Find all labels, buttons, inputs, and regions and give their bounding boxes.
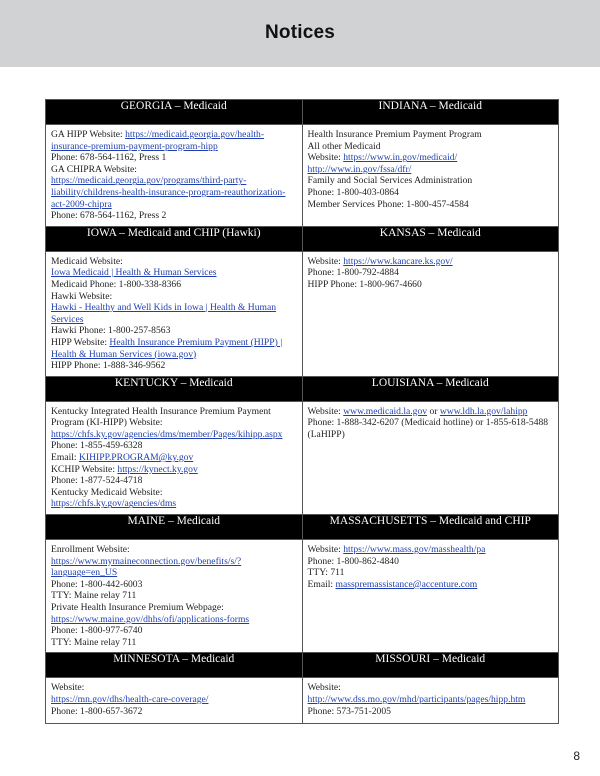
contact-text: Website: [307, 152, 344, 164]
contact-text: HIPP Website: [51, 336, 110, 348]
contact-line [308, 417, 554, 440]
contact-line [51, 614, 297, 626]
contact-link[interactable]: http://www.in.gov/fssa/dfr/ [307, 163, 412, 175]
contact-line [51, 556, 297, 579]
contact-line [51, 475, 297, 487]
contact-text: Family and Social Services Administration [307, 175, 473, 187]
state-header: INDIANA – Medicaid [302, 100, 559, 125]
contact-link[interactable]: https://medicaid.georgia.gov/programs/third-party-liability/childrens-health-insurance-program-reauthorization-act-2009-chipra [51, 175, 286, 210]
contact-line [51, 590, 297, 602]
contact-line [51, 440, 297, 452]
contact-line [51, 279, 297, 291]
contact-text: Email: [307, 578, 336, 590]
contact-link[interactable]: https://www.mass.gov/masshealth/pa [343, 544, 486, 556]
contact-line [51, 256, 297, 268]
contact-text: Phone: 1-800-657-3672 [51, 705, 143, 717]
state-contact-cell [302, 125, 559, 227]
contact-text: Kentucky Integrated Health Insurance Premium Payment Program (KI-HIPP) Website: [51, 405, 271, 429]
state-header-row [46, 226, 559, 251]
state-header-row [46, 515, 559, 540]
contact-text: Phone: 1-800-977-6740 [51, 625, 143, 637]
contact-line [51, 498, 297, 510]
contact-link[interactable]: Iowa Medicaid | Health & Human Services [51, 267, 217, 279]
state-contact-cell [46, 401, 303, 514]
page-number: 8 [573, 749, 580, 763]
contact-text: Private Health Insurance Premium Webpage: [51, 602, 224, 613]
contact-link[interactable]: Health Insurance Premium Payment (HIPP) | Health & Human Services (iowa.gov) [51, 336, 283, 360]
contact-line [51, 706, 297, 718]
contact-text: KCHIP Website: [51, 463, 118, 475]
state-contact-cell [46, 540, 303, 653]
contact-text: Kentucky Medicaid Website: [51, 486, 163, 498]
contact-line [51, 129, 297, 152]
contact-line [308, 579, 554, 591]
contact-line [308, 556, 554, 568]
contact-line [308, 406, 554, 418]
contact-text: Website: [307, 682, 341, 694]
state-contacts-table [45, 99, 559, 724]
state-header-row [46, 653, 559, 678]
contact-line [51, 694, 297, 706]
contact-text: Medicaid Website: [51, 255, 123, 267]
contact-line [51, 487, 297, 499]
contact-text: TTY: 711 [307, 567, 345, 579]
contact-text: GA HIPP Website: [51, 129, 126, 140]
contact-line [51, 325, 297, 337]
contact-line [308, 129, 554, 141]
contact-line [308, 694, 554, 706]
contact-text: Hawki Phone: 1-800-257-8563 [51, 325, 171, 337]
state-body-row [46, 401, 559, 514]
contact-link[interactable]: https://medicaid.georgia.gov/health-insurance-premium-payment-program-hipp [51, 129, 265, 152]
contact-link[interactable]: masspremassistance@accenture.com [335, 578, 478, 590]
contact-line [51, 579, 297, 591]
contact-text: TTY: Maine relay 711 [51, 636, 137, 648]
contact-line [51, 175, 297, 210]
state-header: MASSACHUSETTS – Medicaid and CHIP [302, 515, 559, 540]
state-body-row [46, 251, 559, 376]
contact-text: Website: [51, 682, 85, 694]
contact-text: Phone: 1-800-442-6003 [51, 578, 143, 590]
contact-line [308, 682, 554, 694]
contact-text: Website: [307, 405, 344, 417]
contact-text: Member Services Phone: 1-800-457-4584 [307, 198, 469, 210]
contact-text: Phone: 678-564-1162, Press 1 [51, 152, 167, 164]
contact-text: Email: [51, 452, 79, 464]
contact-text: Phone: 1-800-862-4840 [307, 555, 399, 567]
state-header: MISSOURI – Medicaid [302, 653, 559, 678]
contact-line [51, 337, 297, 360]
contact-line [51, 406, 297, 429]
state-header: MINNESOTA – Medicaid [46, 653, 303, 678]
state-header: LOUISIANA – Medicaid [302, 376, 559, 401]
contact-link[interactable]: www.ldh.la.gov/lahipp [439, 405, 528, 417]
contact-line [308, 567, 554, 579]
state-body-row [46, 678, 559, 724]
contact-line [51, 682, 297, 694]
contact-line [308, 199, 554, 211]
contact-line [308, 152, 554, 164]
contact-link[interactable]: https://www.kancare.ks.gov/ [343, 255, 453, 267]
contact-text: Phone: 1-888-342-6207 (Medicaid hotline) or 1-855-618-5488 (LaHIPP) [307, 417, 549, 440]
contact-text: Phone: 1-855-459-6328 [51, 440, 143, 452]
state-contact-cell [46, 125, 303, 227]
contact-text: TTY: Maine relay 711 [51, 590, 137, 602]
contact-link[interactable]: https://kynect.ky.gov [117, 463, 198, 475]
contact-link[interactable]: https://chfs.ky.gov/agencies/dms [51, 498, 177, 510]
contact-line [51, 464, 297, 476]
contact-text: Phone: 678-564-1162, Press 2 [51, 210, 167, 222]
contact-text: Website: [307, 544, 344, 556]
contact-line [308, 175, 554, 187]
state-contact-cell [302, 401, 559, 514]
contact-text: HIPP Phone: 1-888-346-9562 [51, 360, 166, 372]
state-header: MAINE – Medicaid [46, 515, 303, 540]
contact-line [51, 164, 297, 176]
contact-text: Website: [307, 255, 344, 267]
contact-link[interactable]: https://mn.gov/dhs/health-care-coverage/ [51, 693, 209, 705]
state-header: KENTUCKY – Medicaid [46, 376, 303, 401]
state-contact-cell [46, 251, 303, 376]
contact-line [51, 360, 297, 372]
contact-link[interactable]: https://www.mymaineconnection.gov/benefits/s/?language=en_US [51, 555, 242, 579]
contact-line [308, 267, 554, 279]
contact-line [308, 256, 554, 268]
contact-link[interactable]: www.medicaid.la.gov [343, 405, 428, 417]
state-header: GEORGIA – Medicaid [46, 100, 303, 125]
contact-text: GA CHIPRA Website: [51, 163, 137, 175]
contact-line [51, 302, 297, 325]
contact-link[interactable]: Hawki - Healthy and Well Kids in Iowa | Health & Human Services [51, 302, 277, 325]
contact-line [51, 267, 297, 279]
contact-link[interactable]: KIHIPP.PROGRAM@ky.gov [78, 452, 194, 464]
contact-line [308, 544, 554, 556]
contact-text: Health Insurance Premium Payment Program [307, 129, 482, 140]
contact-link[interactable]: http://www.dss.mo.gov/mhd/participants/pages/hipp.htm [307, 693, 526, 705]
contact-text: Phone: 1-800-792-4884 [307, 267, 399, 279]
contact-link[interactable]: https://chfs.ky.gov/agencies/dms/member/Pages/kihipp.aspx [51, 428, 283, 440]
contact-line [308, 164, 554, 176]
state-header-row [46, 100, 559, 125]
contact-line [51, 452, 297, 464]
state-contact-cell [302, 678, 559, 724]
contact-line [51, 637, 297, 649]
contact-line [51, 152, 297, 164]
contact-link[interactable]: https://www.maine.gov/dhhs/ofi/applications-forms [51, 613, 250, 625]
contact-link[interactable]: https://www.in.gov/medicaid/ [343, 152, 458, 164]
contact-text: Phone: 573-751-2005 [307, 705, 391, 717]
contact-text: Phone: 1-800-403-0864 [307, 186, 399, 198]
contact-text: or [427, 405, 440, 417]
contact-line [51, 544, 297, 556]
contact-line [51, 291, 297, 303]
contact-text: Hawki Website: [51, 290, 113, 302]
state-header-row [46, 376, 559, 401]
state-body-row [46, 540, 559, 653]
page-banner [0, 0, 600, 67]
contact-line [51, 602, 297, 614]
state-contact-cell [302, 540, 559, 653]
state-contact-cell [302, 251, 559, 376]
contact-line [308, 706, 554, 718]
contact-line [308, 187, 554, 199]
contact-text: HIPP Phone: 1-800-967-4660 [307, 278, 422, 290]
state-header: KANSAS – Medicaid [302, 226, 559, 251]
contact-line [51, 429, 297, 441]
page-title: Notices [264, 22, 336, 43]
contact-text: Phone: 1-877-524-4718 [51, 475, 143, 487]
contact-text: Medicaid Phone: 1-800-338-8366 [51, 278, 182, 290]
state-body-row [46, 125, 559, 227]
state-header: IOWA – Medicaid and CHIP (Hawki) [46, 226, 303, 251]
contact-text: Enrollment Website: [51, 544, 130, 556]
contact-text: All other Medicaid [307, 140, 381, 152]
contact-line [51, 210, 297, 222]
contact-line [51, 625, 297, 637]
contact-line [308, 279, 554, 291]
contact-line [308, 141, 554, 153]
state-contact-cell [46, 678, 303, 724]
